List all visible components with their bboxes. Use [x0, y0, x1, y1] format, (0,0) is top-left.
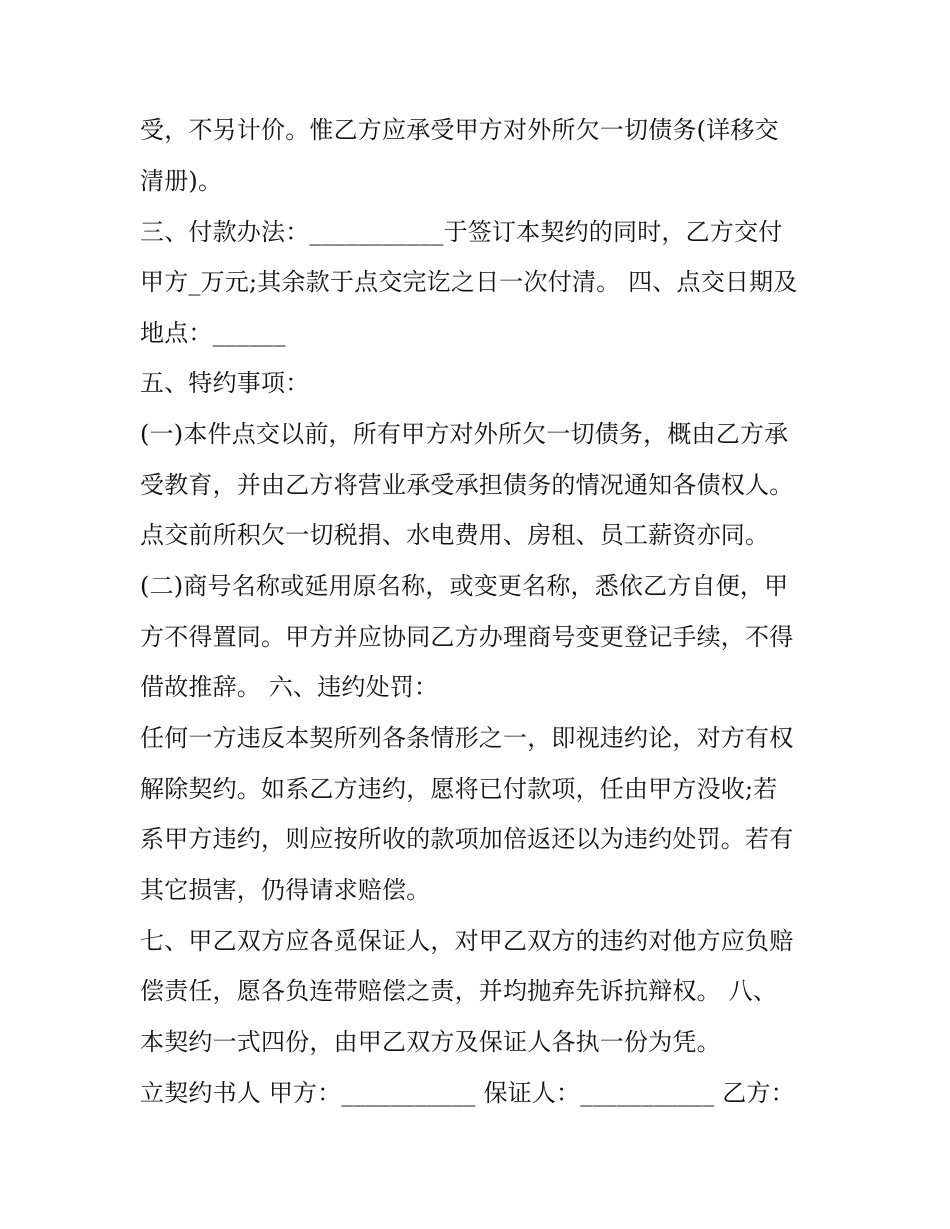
text-line: 受教育，并由乙方将营业承受承担债务的情况通知各债权人。 — [140, 471, 794, 499]
text-line: 清册)。 — [140, 167, 223, 195]
text-line: 解除契约。如系乙方违约，愿将已付款项，任由甲方没收;若 — [140, 775, 778, 803]
text-line: 本契约一式四份，由甲乙双方及保证人各执一份为凭。 — [140, 1028, 721, 1056]
text-line: 受，不另计价。惟乙方应承受甲方对外所欠一切债务(详移交 — [140, 116, 779, 144]
text-line: 点交前所积欠一切税捐、水电费用、房租、员工薪资亦同。 — [140, 521, 770, 549]
text-line: (一)本件点交以前，所有甲方对外所欠一切债务，概由乙方承 — [140, 420, 789, 448]
text-line: 七、甲乙双方应各觅保证人，对甲乙双方的违约对他方应负赔 — [140, 927, 794, 955]
text-line: 偿责任，愿各负连带赔偿之责，并均抛弃先诉抗辩权。 八、 — [140, 977, 778, 1005]
text-line: 甲方_万元;其余款于点交完讫之日一次付清。 四、点交日期及 — [140, 268, 798, 296]
text-line: 借故推辞。 六、违约处罚： — [140, 673, 439, 701]
text-line: 系甲方违约，则应按所收的款项加倍返还以为违约处罚。若有 — [140, 825, 794, 853]
text-line: 地点：______ — [140, 319, 286, 347]
section-heading: 五、特约事项： — [140, 369, 310, 397]
text-line: (二)商号名称或延用原名称，或变更名称，悉依乙方自便，甲 — [140, 572, 789, 600]
signature-line: 立契约书人 甲方：___________ 保证人：___________ 乙方： — [140, 1079, 795, 1107]
text-line: 其它损害，仍得请求赔偿。 — [140, 876, 431, 904]
text-line: 三、付款办法：___________于签订本契约的同时，乙方交付 — [140, 218, 783, 246]
text-line: 任何一方违反本契所列各条情形之一，即视违约论，对方有权 — [140, 724, 794, 752]
text-line: 方不得置同。甲方并应协同乙方办理商号变更登记手续，不得 — [140, 623, 794, 651]
